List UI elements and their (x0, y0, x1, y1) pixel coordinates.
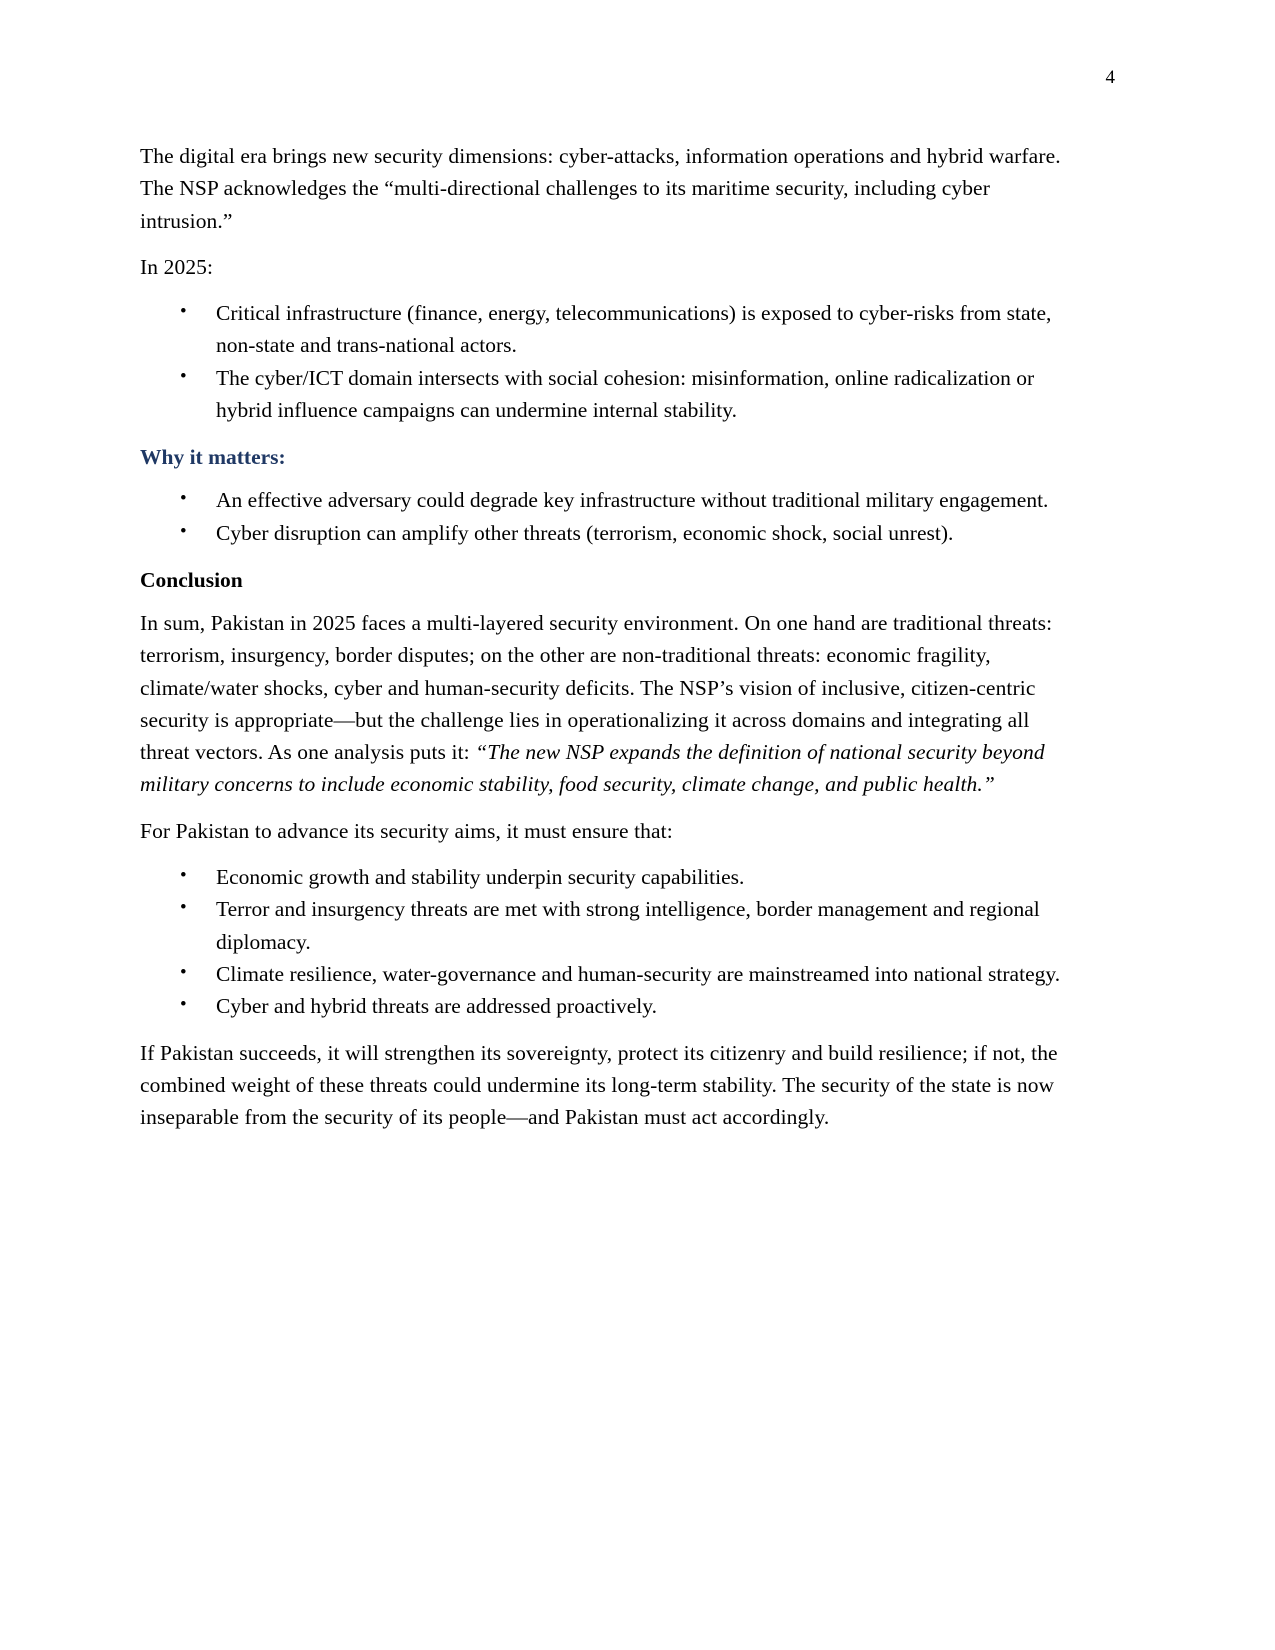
page-number: 4 (1105, 67, 1115, 88)
bullet-list-2025 (140, 297, 1070, 426)
list-item: • An effective adversary could degrade key infrastructure without traditional military engagement. (140, 484, 1070, 516)
paragraph-conclusion (140, 607, 1070, 801)
bullet-list-why-it-matters (140, 484, 1070, 549)
bullet-list-advance-aims (140, 861, 1070, 1022)
paragraph-in-2025: In 2025: (140, 254, 214, 279)
list-item: • Terror and insurgency threats are met with strong intelligence, border management and regional diplomacy. (140, 893, 1070, 958)
paragraph-advance-aims: For Pakistan to advance its security aims, it must ensure that: (140, 818, 673, 843)
list-item: • The cyber/ICT domain intersects with social cohesion: misinformation, online radicalization or hybrid influence campaigns can undermine internal stability. (140, 362, 1070, 427)
list-item: • Economic growth and stability underpin security capabilities. (140, 861, 1070, 893)
list-item: • Cyber disruption can amplify other threats (terrorism, economic shock, social unrest). (140, 517, 1070, 549)
conclusion-quotation: “The new NSP expands the definition of national security beyond military concerns to include economic stability, food security, climate change, and public health.” (140, 740, 1045, 797)
heading-conclusion: Conclusion (140, 567, 243, 592)
heading-why-it-matters: Why it matters: (140, 445, 286, 470)
document-body (140, 140, 1070, 1147)
paragraph-final: If Pakistan succeeds, it will strengthen its sovereignty, protect its citizenry and build resilience; if not, the combined weight of these threats could undermine its long-term stability. The security of the state is now inseparable from the security of its people—and Pakistan must act accordingly. (140, 1040, 1058, 1130)
list-item: • Cyber and hybrid threats are addressed proactively. (140, 990, 1070, 1022)
list-item: • Critical infrastructure (finance, energy, telecommunications) is exposed to cyber-risks from state, non-state and trans-national actors. (140, 297, 1070, 362)
conclusion-lead-text: In sum, Pakistan in 2025 faces a multi-layered security environment. On one hand are traditional threats: terrorism, insurgency, border disputes; on the other are non-traditional threats: economic fragility, climate/water shocks, cyber and human-security deficits. The NSP’s vision of inclusive, citizen-centric security is appropriate—but the challenge lies in operationalizing it across domains and integrating all threat vectors. As one analysis puts it: (140, 610, 1053, 765)
list-item: • Climate resilience, water-governance and human-security are mainstreamed into national strategy. (140, 958, 1070, 990)
paragraph-digital-era: The digital era brings new security dimensions: cyber-attacks, information operations and hybrid warfare. The NSP acknowledges the “multi-directional challenges to its maritime security, including cyber intrusion.” (140, 144, 1061, 233)
